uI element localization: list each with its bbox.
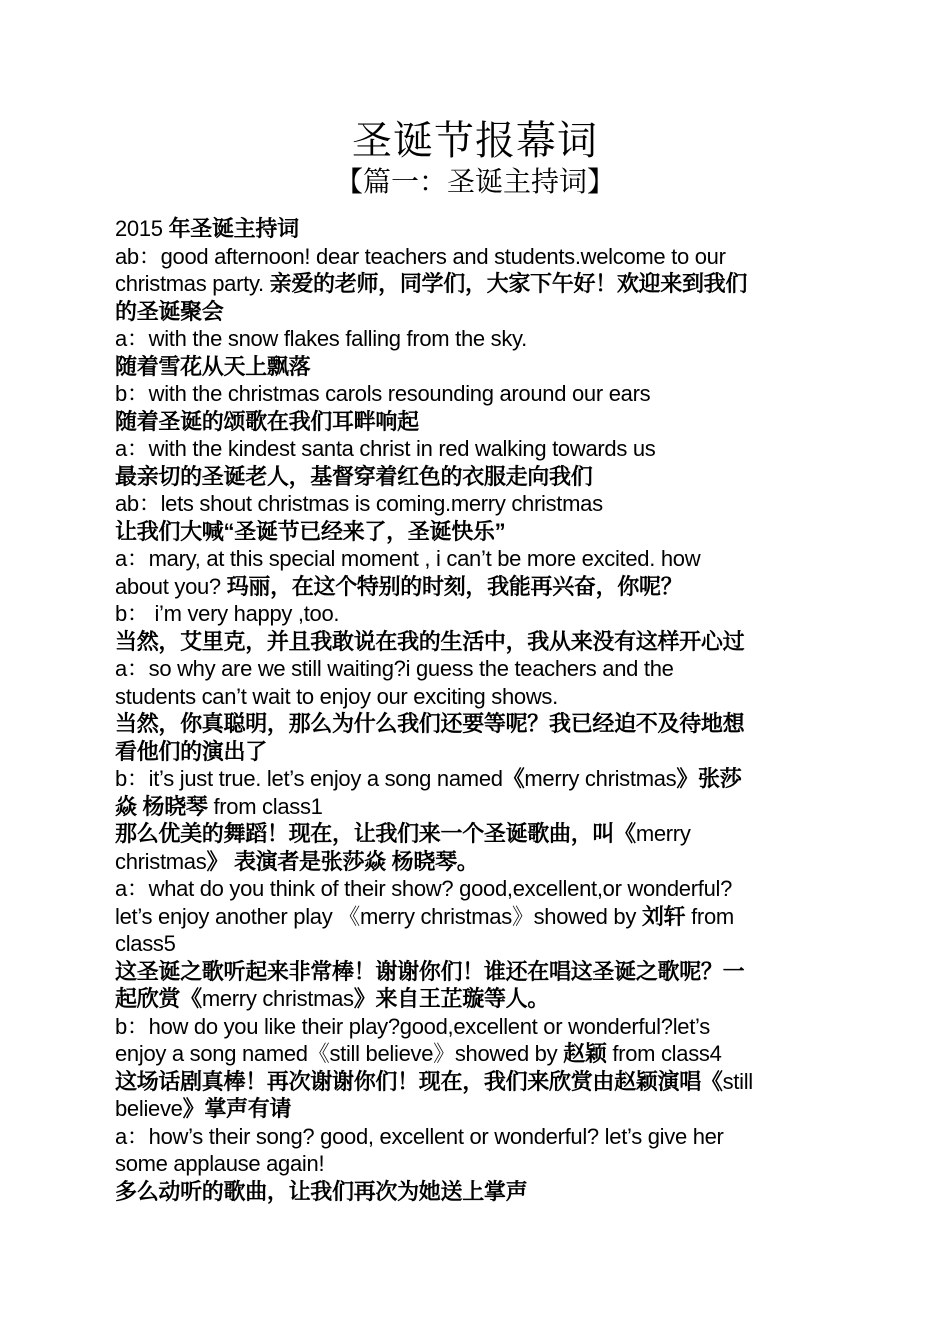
body-text-run: a：with the kindest santa christ in red walking towards us (115, 436, 656, 461)
body-text-run: 》 表演者是张莎焱 杨晓琴。 (206, 848, 479, 874)
body-text-run: 的圣诞聚会 (115, 298, 224, 324)
body-line (115, 710, 835, 738)
body-line (115, 820, 835, 848)
body-line (115, 408, 835, 436)
body-text-run: 让我们大喊“圣诞节已经来了，圣诞快乐” (115, 518, 506, 544)
body-line (115, 463, 835, 491)
body-text-run: b：it’s just true. let’s enjoy a song named (115, 766, 503, 791)
body-text-run: 刘轩 (641, 903, 686, 929)
body-text-run: let’s enjoy another play 《merry christmas》showed by (115, 903, 642, 929)
body-text-run: believe (115, 1096, 183, 1121)
body-line (115, 600, 835, 628)
body-line (115, 903, 835, 931)
body-text-run: 2015 (115, 216, 169, 241)
body-line (115, 683, 835, 711)
body-text-run: 多么动听的歌曲，让我们再次为她送上掌声 (115, 1178, 528, 1204)
body-text-run: from class4 (606, 1041, 722, 1066)
body-text-run: 当然，艾里克，并且我敢说在我的生活中，我从来没有这样开心过 (115, 628, 745, 654)
body-text-run: 》来自王芷璇等人。 (353, 986, 550, 1011)
body-text-run: b：with the christmas carols resounding around our ears (115, 381, 651, 406)
body-line (115, 1123, 835, 1151)
body-line (115, 518, 835, 546)
body-text-run: 看他们的演出了 (115, 738, 267, 764)
body-text-run: b： i’m very happy ,too. (115, 601, 340, 626)
document-title: 圣诞节报幕词 (352, 119, 598, 163)
body-text-run: ab：lets shout christmas is coming.merry christmas (115, 491, 603, 516)
body-line (115, 545, 835, 573)
body-text-run: a：with the snow flakes falling from the sky. (115, 326, 527, 351)
body-line (115, 435, 835, 463)
body-text-run: 最亲切的圣诞老人，基督穿着红色的衣服走向我们 (115, 463, 593, 489)
body-text-run: class5 (115, 931, 176, 956)
body-line (115, 353, 835, 381)
body-text-run: some applause again! (115, 1151, 325, 1176)
body-line (115, 1150, 835, 1178)
body-text-run: 《 (502, 766, 525, 791)
body-text-run: 随着雪花从天上飘落 (115, 353, 311, 379)
body-line (115, 298, 835, 326)
body-text-run: 焱 杨晓琴 (115, 793, 214, 819)
body-text-run: 年圣诞主持词 (168, 216, 299, 241)
document-subtitle: 【篇一：圣诞主持词】 (334, 166, 615, 197)
body-text-run: 赵颖 (563, 1041, 607, 1066)
body-text-run: 起欣赏《 (115, 986, 202, 1011)
body-text-run: a：how’s their song? good, excellent or wonderful? let’s give her (115, 1123, 724, 1149)
body-text-run: 当然，你真聪明，那么为什么我们还要等呢？我已经迫不及待地想 (115, 711, 745, 736)
body-text-run: a：mary, at this special moment , i can’t be more excited. how (115, 546, 701, 571)
body-line (115, 380, 835, 408)
body-text-run: 》张莎 (676, 766, 742, 791)
body-line (115, 738, 835, 766)
body-text-run: about you? (115, 573, 227, 599)
body-text-run: 这圣诞之歌听起来非常棒！谢谢你们！谁还在唱这圣诞之歌呢？一 (115, 958, 745, 984)
body-text-run: 这场话剧真棒！再次谢谢你们！现在，我们来欣赏由赵颖演唱《 (115, 1068, 723, 1094)
body-text-run: 》掌声有请 (182, 1096, 292, 1121)
body-line (115, 793, 835, 821)
body-text-run: from class1 (213, 793, 323, 819)
document-body (115, 215, 835, 1205)
body-text-run: a：so why are we still waiting?i guess the teachers and the (115, 656, 674, 681)
body-line (115, 1095, 835, 1123)
body-line (115, 215, 835, 243)
body-line (115, 573, 835, 601)
body-text-run: ab：good afternoon! dear teachers and students.welcome to our (115, 243, 726, 269)
body-text-run: christmas party. (115, 271, 270, 296)
body-line (115, 958, 835, 986)
body-text-run: merry christmas (201, 986, 354, 1011)
body-line (115, 655, 835, 683)
body-line (115, 628, 835, 656)
body-line (115, 325, 835, 353)
body-line (115, 1013, 835, 1041)
body-line (115, 765, 835, 793)
body-line (115, 1040, 835, 1068)
body-line (115, 243, 835, 271)
body-line (115, 490, 835, 518)
body-text-run: christmas (115, 848, 207, 874)
body-line (115, 985, 835, 1013)
body-text-run: from (685, 903, 734, 929)
body-line (115, 1068, 835, 1096)
body-line (115, 270, 835, 298)
body-text-run: 那么优美的舞蹈！现在，让我们来一个圣诞歌曲，叫《 (115, 821, 636, 846)
body-line (115, 930, 835, 958)
body-text-run: merry (635, 821, 691, 846)
body-text-run: students can’t wait to enjoy our exciting shows. (115, 683, 558, 709)
body-line (115, 875, 835, 903)
body-line (115, 848, 835, 876)
body-text-run: b：how do you like their play?good,excellent or wonderful?let’s (115, 1013, 710, 1039)
body-text-run: enjoy a song named《still believe》showed by (115, 1041, 564, 1066)
body-text-run: a：what do you think of their show? good,excellent,or wonderful? (115, 876, 733, 901)
body-text-run: 亲爱的老师，同学们，大家下午好！欢迎来到我们 (269, 271, 748, 296)
body-text-run: 玛丽，在这个特别的时刻，我能再兴奋，你呢？ (226, 573, 683, 599)
body-text-run: still (722, 1068, 753, 1094)
body-text-run: 随着圣诞的颂歌在我们耳畔响起 (115, 408, 419, 434)
body-text-run: merry christmas (524, 766, 677, 791)
body-line (115, 1178, 835, 1206)
